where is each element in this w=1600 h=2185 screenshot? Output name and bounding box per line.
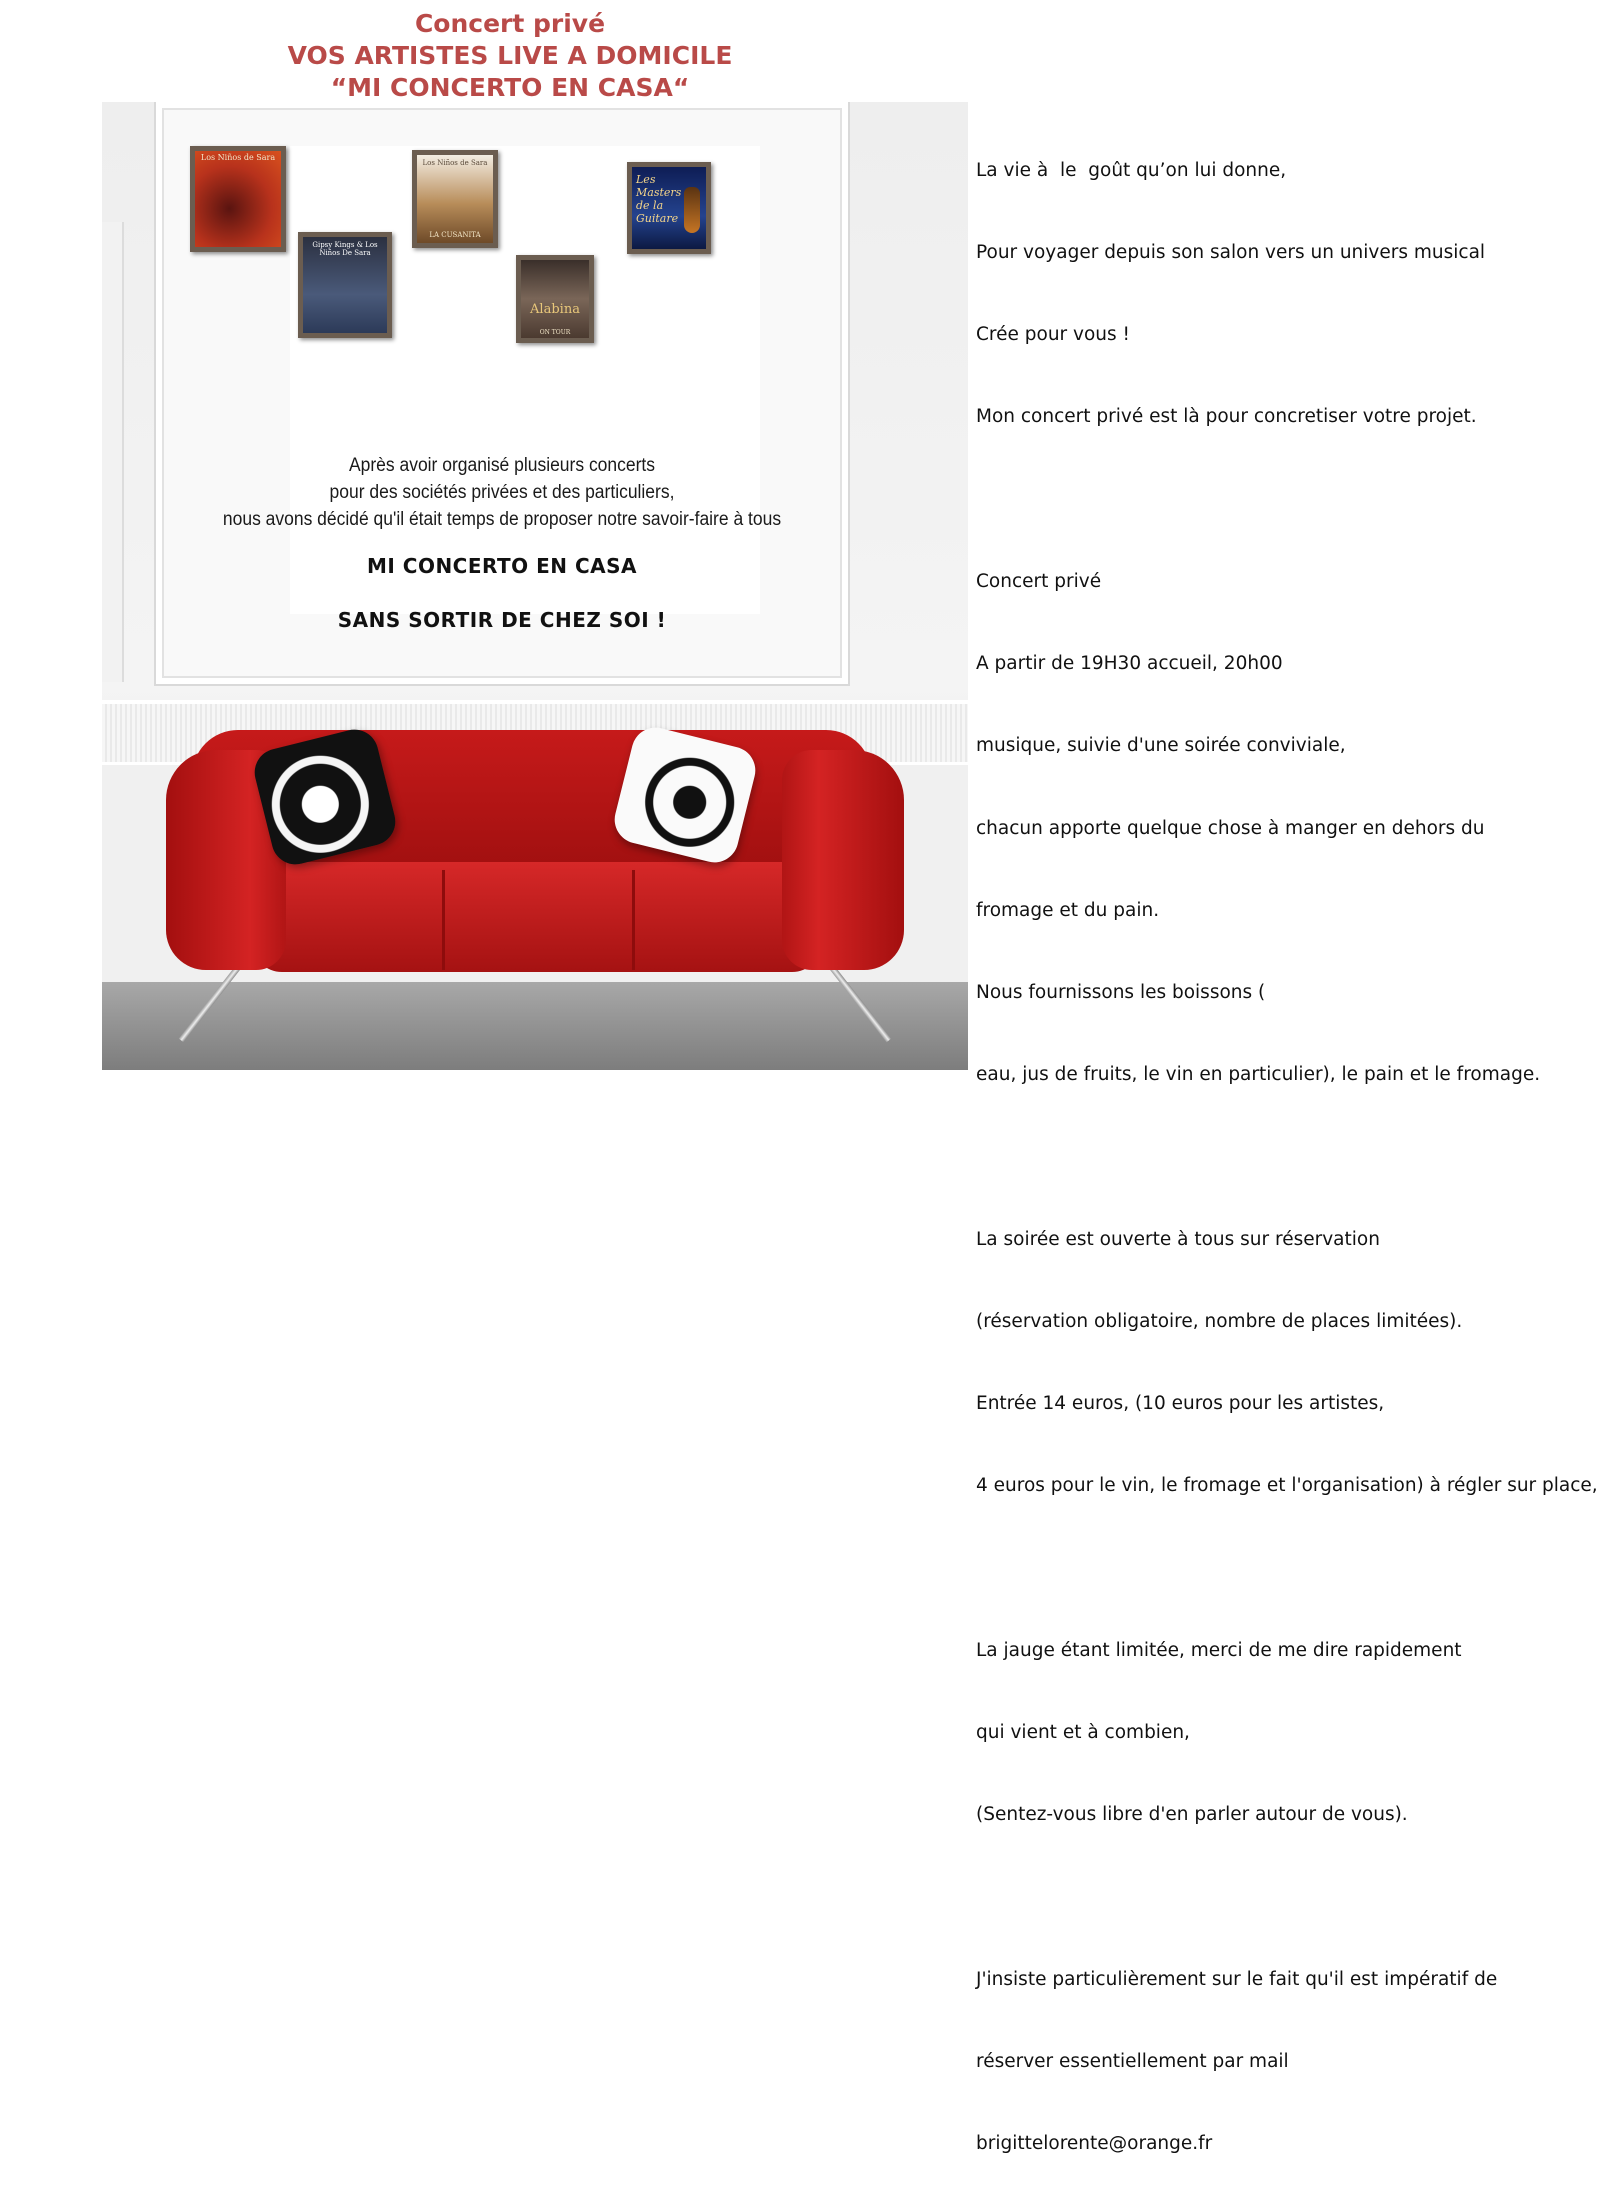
info-line: (Sentez-vous libre d'en parler autour de vous). bbox=[976, 1804, 1408, 1826]
info-line: Concert privé bbox=[976, 570, 1102, 592]
sofa-arm-right bbox=[782, 750, 904, 970]
info-line: réserver essentiellement par mail bbox=[976, 2050, 1289, 2072]
info-line: musique, suivie d'une soirée conviviale, bbox=[976, 735, 1346, 757]
info-line: Nous fournissons les boissons ( bbox=[976, 981, 1266, 1003]
info-line: La vie à le goût qu’on lui donne, bbox=[976, 159, 1287, 181]
info-line: La jauge étant limitée, merci de me dire rapidement bbox=[976, 1639, 1462, 1661]
page-header bbox=[200, 8, 820, 104]
album-caption: Gipsy Kings & Los Niños De Sara bbox=[312, 241, 378, 257]
header-line-3: “MI CONCERTO EN CASA“ bbox=[330, 73, 690, 102]
info-line: fromage et du pain. bbox=[976, 899, 1160, 921]
header-line-2: VOS ARTISTES LIVE A DOMICILE bbox=[287, 41, 733, 70]
info-line: Entrée 14 euros, (10 euros pour les artistes, bbox=[976, 1393, 1385, 1415]
album-cover-4 bbox=[516, 255, 594, 343]
album-caption: Los Niños de Sara bbox=[422, 159, 488, 167]
header-line-1: Concert privé bbox=[414, 9, 606, 38]
info-line: J'insiste particulièrement sur le fait qu'il est impératif de bbox=[976, 1968, 1498, 1990]
album-cover-2 bbox=[298, 232, 392, 338]
album-cover-5 bbox=[627, 162, 711, 254]
sofa-seam bbox=[632, 870, 635, 970]
floor bbox=[102, 982, 968, 1070]
panel-line-2: pour des sociétés privées et des particuliers, bbox=[329, 482, 675, 503]
info-line: qui vient et à combien, bbox=[976, 1721, 1190, 1743]
sofa-seam bbox=[442, 870, 445, 970]
info-line: eau, jus de fruits, le vin en particulier), le pain et le fromage. bbox=[976, 1064, 1541, 1086]
panel-description bbox=[217, 452, 787, 533]
info-line: chacun apporte quelque chose à manger en dehors du bbox=[976, 817, 1485, 839]
album-caption: Alabina bbox=[530, 302, 580, 317]
sofa-seat bbox=[252, 862, 822, 972]
info-line: La soirée est ouverte à tous sur réservation bbox=[976, 1228, 1380, 1250]
album-cover-1 bbox=[190, 146, 286, 252]
album-cover-3 bbox=[412, 150, 498, 248]
info-line: 4 euros pour le vin, le fromage et l'organisation) à régler sur place, bbox=[976, 1475, 1598, 1497]
panel-subtitle: SANS SORTIR DE CHEZ SOI ! bbox=[337, 608, 667, 632]
album-subcaption: ON TOUR bbox=[539, 329, 571, 336]
panel-line-1: Après avoir organisé plusieurs concerts bbox=[348, 455, 656, 476]
album-caption: Los Niños de Sara bbox=[200, 153, 276, 162]
info-line: Mon concert privé est là pour concretiser votre projet. bbox=[976, 406, 1477, 428]
info-line: (réservation obligatoire, nombre de places limitées). bbox=[976, 1310, 1463, 1332]
info-line: Pour voyager depuis son salon vers un univers musical bbox=[976, 242, 1486, 264]
wall-side-panel bbox=[102, 222, 124, 682]
guitar-icon bbox=[684, 187, 700, 233]
panel-title: MI CONCERTO EN CASA bbox=[366, 554, 638, 578]
info-line: Crée pour vous ! bbox=[976, 324, 1130, 346]
album-subcaption: LA CUSANITA bbox=[429, 231, 481, 239]
album-caption: Les Masters de la Guitare bbox=[636, 173, 682, 225]
living-room-image bbox=[102, 102, 968, 1070]
panel-line-3: nous avons décidé qu'il était temps de proposer notre savoir-faire à tous bbox=[222, 509, 782, 530]
contact-email[interactable]: brigittelorente@orange.fr bbox=[976, 2133, 1213, 2154]
info-line: A partir de 19H30 accueil, 20h00 bbox=[976, 653, 1283, 675]
info-column bbox=[976, 102, 1600, 2185]
